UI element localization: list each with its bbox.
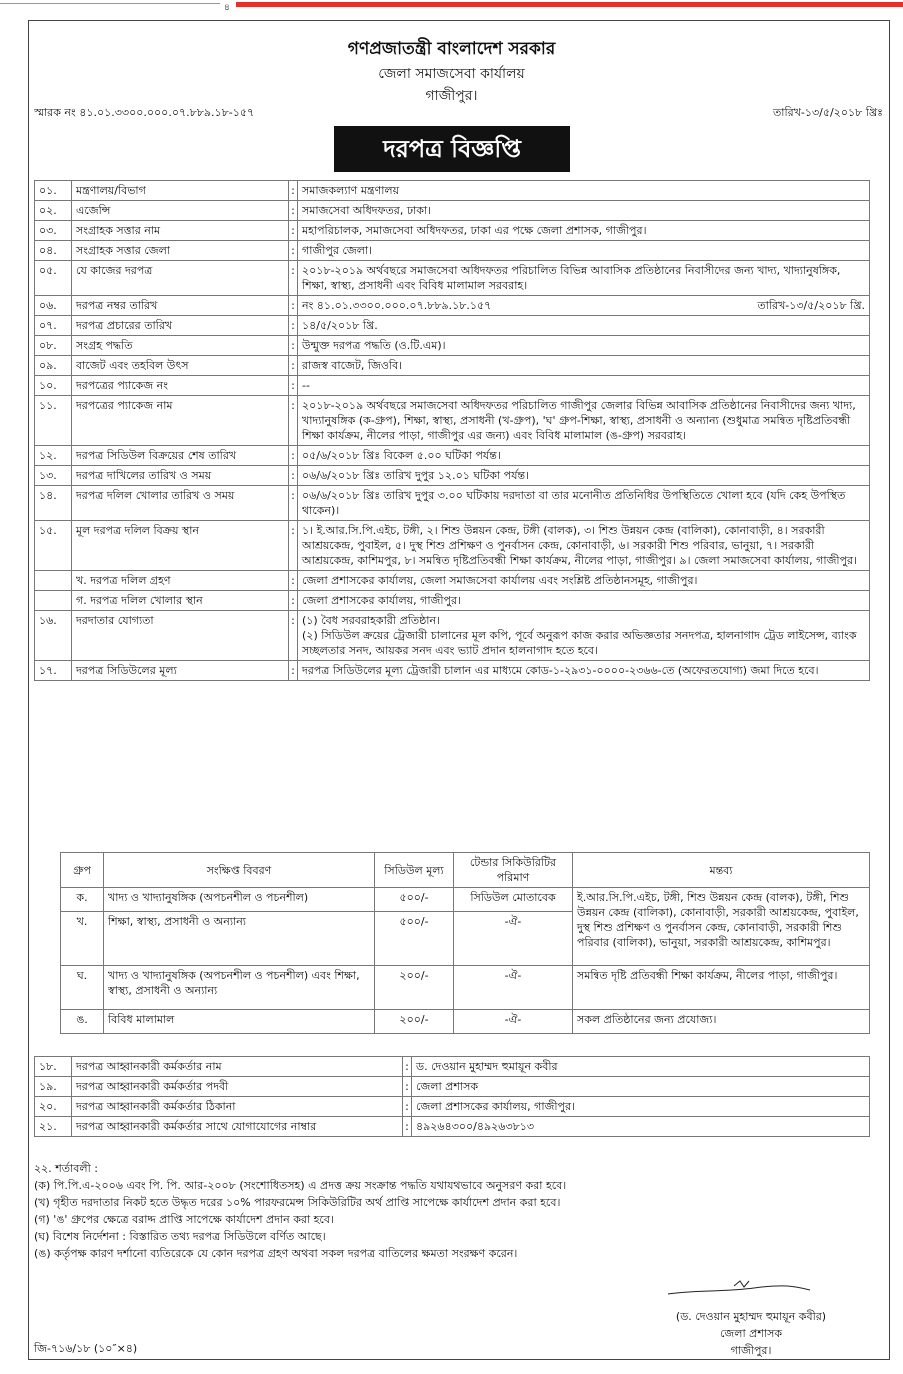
row-value-text: ০৫/৬/২০১৮ খ্রিঃ বিকেল ৫.০০ ঘটিকা পর্যন্ত। bbox=[302, 449, 501, 462]
row-label: দরপত্র প্রচারের তারিখ bbox=[72, 316, 289, 336]
row-label: এজেন্সি bbox=[72, 201, 289, 221]
group-price: ২০০/- bbox=[375, 966, 454, 1010]
table-row bbox=[35, 1117, 870, 1137]
row-value-text: ১৪/৫/২০১৮ খ্রি. bbox=[302, 319, 378, 332]
col-group: গ্রুপ bbox=[61, 853, 104, 888]
table-row bbox=[61, 966, 870, 1010]
row-label: বাজেট এবং তহবিল উৎস bbox=[72, 356, 289, 376]
group-desc: খাদ্য ও খাদ্যানুষঙ্গিক (অপচনশীল ও পচনশীল) এবং শিক্ষা, স্বাস্থ্য, প্রসাধনী ও অন্যান্য bbox=[104, 966, 375, 1010]
row-colon: : bbox=[289, 521, 298, 571]
row-label: দরপত্র আহ্বানকারী কর্মকর্তার নাম bbox=[72, 1057, 403, 1077]
term-item: (গ) 'ঙ' গ্রুপের ক্ষেত্রে বরাদ্দ প্রাপ্তি সাপেক্ষে কার্যাদেশ প্রদান করা হবে। bbox=[34, 1213, 334, 1226]
row-label: সংগ্রাহক সত্তার জেলা bbox=[72, 241, 289, 261]
row-value bbox=[298, 376, 870, 396]
table-row bbox=[35, 261, 870, 296]
row-value-text: দরপত্র সিডিউলের মূল্য ট্রেজারী চালান এর মাধ্যমে কোড-১-২৯৩১-০০০০-২৩৬৬-তে (অফেরতযোগ্য) জমা দিতে হবে। bbox=[302, 664, 819, 677]
table-row bbox=[35, 316, 870, 336]
row-colon: : bbox=[289, 396, 298, 446]
term-item: (ঘ) বিশেষ নির্দেশনা : বিস্তারিত তথ্য দরপত্র সিডিউলে বর্ণিত আছে। bbox=[34, 1230, 326, 1243]
row-colon: : bbox=[289, 241, 298, 261]
group-desc: শিক্ষা, স্বাস্থ্য, প্রসাধনী ও অন্যান্য bbox=[104, 912, 375, 966]
publication-ref: জি-৭১৬/১৮ (১০″×৪) bbox=[34, 1342, 138, 1355]
row-number: ০৩. bbox=[35, 221, 72, 241]
table-row bbox=[35, 466, 870, 486]
table-row bbox=[35, 571, 870, 591]
row-value-text: -- bbox=[302, 379, 310, 392]
row-number: ১৮. bbox=[35, 1057, 72, 1077]
row-colon: : bbox=[289, 466, 298, 486]
row-value-text: নং ৪১.০১.৩৩০০.০০০.০৭.৮৮৯.১৮.১৫৭ bbox=[302, 299, 492, 312]
row-value bbox=[298, 181, 870, 201]
term-item: (খ) গৃহীত দরদাতার নিকট হতে উদ্ধৃত দরের ১০% পারফরমেন্স সিকিউরিটির অর্থ প্রাপ্তি সাপেক্ষে কার্যাদেশ প্রদান করা হবে। bbox=[34, 1196, 561, 1209]
row-value-text: জেলা প্রশাসকের কার্যালয়, জেলা সমাজসেবা কার্যালয় এবং সংশ্লিষ্ট প্রতিষ্ঠানসমূহ, গাজীপুর। bbox=[302, 574, 698, 587]
row-value-text-2: (২) সিডিউল ক্রয়ের ট্রেজারী চালানের মূল কপি, পূর্বে অনুরূপ কাজ করার অভিজ্ঞতার সনদপত্র, হালনাগাদ ট্রেড লাইসেন্স, ব্যাংক সচ্ছলতার সনদ, আয়কর সনদ এবং ভ্যাট প্রদান হালনাগাদ হতে হবে। bbox=[302, 629, 857, 657]
row-label: দরপত্র আহ্বানকারী কর্মকর্তার সাথে যোগাযোগের নাম্বার bbox=[72, 1117, 403, 1137]
row-value bbox=[298, 241, 870, 261]
group-id: ক. bbox=[61, 888, 104, 912]
group-price: ২০০/- bbox=[375, 1010, 454, 1034]
row-colon: : bbox=[289, 486, 298, 521]
table-row bbox=[35, 221, 870, 241]
row-value-text: জেলা প্রশাসকের কার্যালয়, গাজীপুর। bbox=[302, 594, 461, 607]
row-colon: : bbox=[403, 1097, 412, 1117]
row-value-text: গাজীপুর জেলা। bbox=[302, 244, 373, 257]
row-value bbox=[298, 316, 870, 336]
row-label: মন্ত্রণালয়/বিভাগ bbox=[72, 181, 289, 201]
row-colon: : bbox=[403, 1057, 412, 1077]
row-number: ০৭. bbox=[35, 316, 72, 336]
row-colon: : bbox=[403, 1077, 412, 1097]
table-row bbox=[35, 336, 870, 356]
row-label: দরপত্রের প্যাকেজ নাম bbox=[72, 396, 289, 446]
row-value-text: ২০১৮-২০১৯ অর্থবছরে সমাজসেবা অধিদফতর পরিচালিত গাজীপুর জেলার বিভিন্ন আবাসিক প্রতিষ্ঠানের নিবাসীদের জন্য খাদ্য, খাদ্যানুষঙ্গিক (ক-গ্রুপ), শিক্ষা, স্বাস্থ্য, প্রসাধনী (খ-গ্রুপ), 'ঘ' গ্রুপ-শিক্ষা, স্বাস্থ্য, প্রসাধনী ও অন্যান্য (শুধুমাত্র সমন্বিত দৃষ্টিপ্রতিবন্ধী শিক্ষা কার্যক্রম, নীলের পাড়া, গাজীপুর এর জন্য) এবং বিবিধ মালামাল (ঙ-গ্রুপ) সরবরাহ। bbox=[302, 399, 856, 442]
district-name: গাজীপুর। bbox=[425, 88, 478, 104]
col-security: টেন্ডার সিকিউরিটির পরিমাণ bbox=[454, 853, 573, 888]
group-security: -ঐ- bbox=[454, 912, 573, 966]
table-row bbox=[35, 1077, 870, 1097]
table-row bbox=[35, 446, 870, 466]
row-colon: : bbox=[289, 356, 298, 376]
table-row bbox=[35, 396, 870, 446]
group-security: -ঐ- bbox=[454, 966, 573, 1010]
table-row bbox=[35, 181, 870, 201]
row-number: ১০. bbox=[35, 376, 72, 396]
table-row bbox=[35, 356, 870, 376]
table-row bbox=[35, 376, 870, 396]
row-number: ০৫. bbox=[35, 261, 72, 296]
page-number: ৪ bbox=[224, 3, 230, 13]
row-label: দরপত্র সিডিউল বিক্রয়ের শেষ তারিখ bbox=[72, 446, 289, 466]
row-value: জেলা প্রশাসক bbox=[412, 1077, 870, 1097]
row-label: দরদাতার যোগ্যতা bbox=[72, 611, 289, 661]
row-value-text: রাজস্ব বাজেট, জিওবি। bbox=[302, 359, 403, 372]
table-row bbox=[35, 1057, 870, 1077]
row-label: সংগ্রাহক সত্তার নাম bbox=[72, 221, 289, 241]
row-value bbox=[298, 221, 870, 241]
table-row bbox=[35, 661, 870, 681]
red-bar bbox=[236, 2, 903, 7]
row-value bbox=[298, 396, 870, 446]
group-desc: খাদ্য ও খাদ্যানুষঙ্গিক (অপচনশীল ও পচনশীল) bbox=[104, 888, 375, 912]
table-row bbox=[35, 201, 870, 221]
row-colon: : bbox=[289, 661, 298, 681]
row-colon: : bbox=[289, 591, 298, 611]
row-number: ১২. bbox=[35, 446, 72, 466]
term-item: (ক) পি.পি.এ-২০০৬ এবং পি. পি. আর-২০০৮ (সংশোধিতসহ) এ প্রদত্ত ক্রয় সংক্রান্ত পদ্ধতি যথাযথভাবে অনুসরণ করা হবে। bbox=[34, 1179, 567, 1192]
row-value-text: ২০১৮-২০১৯ অর্থবছরে সমাজসেবা অধিদফতর পরিচালিত বিভিন্ন আবাসিক প্রতিষ্ঠানের নিবাসীদের জন্য খাদ্য, খাদ্যানুষঙ্গিক, শিক্ষা, স্বাস্থ্য, প্রসাধনী এবং বিবিধ মালামাল সরবরাহ। bbox=[302, 264, 841, 292]
notice-banner: দরপত্র বিজ্ঞপ্তি bbox=[334, 126, 570, 172]
row-colon: : bbox=[289, 316, 298, 336]
row-number: ২১. bbox=[35, 1117, 72, 1137]
row-label: যে কাজের দরপত্র bbox=[72, 261, 289, 296]
group-id: খ. bbox=[61, 912, 104, 966]
table-row bbox=[61, 888, 870, 912]
row-colon: : bbox=[289, 221, 298, 241]
row-label: দরপত্র সিডিউলের মূল্য bbox=[72, 661, 289, 681]
row-number: ১৪. bbox=[35, 486, 72, 521]
top-rule bbox=[0, 3, 220, 4]
row-label: দরপত্র নম্বর তারিখ bbox=[72, 296, 289, 316]
row-value bbox=[298, 446, 870, 466]
row-colon: : bbox=[289, 446, 298, 466]
row-number: ১৭. bbox=[35, 661, 72, 681]
table-row bbox=[35, 296, 870, 316]
row-colon: : bbox=[289, 611, 298, 661]
col-desc: সংক্ষিপ্ত বিবরণ bbox=[104, 853, 375, 888]
row-value: জেলা প্রশাসকের কার্যালয়, গাজীপুর। bbox=[412, 1097, 870, 1117]
group-remark: ই.আর.সি.পি.এইচ, টঙ্গী, শিশু উন্নয়ন কেন্দ্র (বালক), টঙ্গী, শিশু উন্নয়ন কেন্দ্র (বালিকা), কোনাবাড়ী, সরকারী আশ্রয়কেন্দ্র, পুবাইল, দুস্থ শিশু প্রশিক্ষণ ও পুনর্বাসন কেন্দ্র, কোনাবাড়ী, সরকারী শিশু পরিবার (বালিকা), ভানুয়া, সরকারী আশ্রয়কেন্দ্র, কাশিমপুর। bbox=[573, 888, 870, 966]
signature-scribble bbox=[664, 1278, 814, 1300]
table-row bbox=[35, 241, 870, 261]
row-label: দরপত্রের প্যাকেজ নং bbox=[72, 376, 289, 396]
row-value bbox=[298, 661, 870, 681]
row-value-text: ০৬/৬/২০১৮ খ্রিঃ তারিখ দুপুর ৩.০০ ঘটিকায় দরদাতা বা তার মনোনীত প্রতিনিধির উপস্থিতিতে খোলা হবে (যদি কেহ উপস্থিত থাকেন)। bbox=[302, 489, 846, 517]
row-label: দরপত্র দাখিলের তারিখ ও সময় bbox=[72, 466, 289, 486]
group-security: সিডিউল মোতাবেক bbox=[454, 888, 573, 912]
group-id: ঘ. bbox=[61, 966, 104, 1010]
row-colon: : bbox=[289, 376, 298, 396]
row-number bbox=[35, 571, 72, 591]
row-number: ১৬. bbox=[35, 611, 72, 661]
group-table bbox=[60, 852, 870, 1034]
row-value-text: ১। ই.আর.সি.পি.এইচ, টঙ্গী, ২। শিশু উন্নয়ন কেন্দ্র, টঙ্গী (বালক), ৩। শিশু উন্নয়ন কেন্দ্র (বালিকা), কোনাবাড়ী, ৪। সরকারী আশ্রয়কেন্দ্র, পুবাইল, ৫। দুস্থ শিশু প্রশিক্ষণ ও পুনর্বাসন কেন্দ্র, কোনাবাড়ী, ৬। সরকারী শিশু পরিবার, ভানুয়া, ৭। সরকারী আশ্রয়কেন্দ্র, কাশিমপুর, ৮। সমন্বিত দৃষ্টিপ্রতিবন্ধী শিক্ষা কার্যক্রম, নীলের পাড়া, গাজীপুর। ৯। জেলা সমাজসেবা কার্যালয়, গাজীপুর। bbox=[302, 524, 858, 567]
row-value-text: মহাপরিচালক, সমাজসেবা অধিদফতর, ঢাকা এর পক্ষে জেলা প্রশাসক, গাজীপুর। bbox=[302, 224, 647, 237]
memo-date: তারিখ-১৩/৫/২০১৮ খ্রিঃ bbox=[773, 106, 883, 119]
row-value-text: সমাজসেবা অধিদফতর, ঢাকা। bbox=[302, 204, 432, 217]
group-price: ৫০০/- bbox=[375, 888, 454, 912]
row-number: ০৯. bbox=[35, 356, 72, 376]
signer-title: জেলা প্রশাসক bbox=[719, 1327, 783, 1340]
row-number: ০৬. bbox=[35, 296, 72, 316]
row-colon: : bbox=[289, 181, 298, 201]
row-value bbox=[298, 296, 870, 316]
row-colon: : bbox=[403, 1117, 412, 1137]
row-value bbox=[298, 261, 870, 296]
group-desc: বিবিধ মালামাল bbox=[104, 1010, 375, 1034]
row-number: ০৮. bbox=[35, 336, 72, 356]
table-row bbox=[35, 521, 870, 571]
table-row bbox=[35, 1097, 870, 1117]
row-value bbox=[298, 336, 870, 356]
group-remark: সমন্বিত দৃষ্টি প্রতিবন্ধী শিক্ষা কার্যক্রম, নীলের পাড়া, গাজীপুর। bbox=[573, 966, 870, 1010]
signer-place: গাজীপুর। bbox=[730, 1344, 772, 1357]
row-value: ৪৯২৬৪৩০০/৪৯২৬৩৮১৩ bbox=[412, 1117, 870, 1137]
term-item: (ঙ) কর্তৃপক্ষ কারণ দর্শানো ব্যতিরেকে যে কোন দরপত্র গ্রহণ অথবা সকল দরপত্র বাতিলের ক্ষমতা সংরক্ষণ করেন। bbox=[34, 1247, 518, 1260]
col-price: সিডিউল মূল্য bbox=[375, 853, 454, 888]
row-number: ২০. bbox=[35, 1097, 72, 1117]
row-number: ১৯. bbox=[35, 1077, 72, 1097]
row-number: ১১. bbox=[35, 396, 72, 446]
row-label: দরপত্র দলিল খোলার তারিখ ও সময় bbox=[72, 486, 289, 521]
row-value bbox=[298, 611, 870, 661]
terms-section bbox=[34, 1160, 864, 1262]
row-value bbox=[298, 486, 870, 521]
signature-block bbox=[636, 1308, 866, 1359]
row-colon: : bbox=[289, 201, 298, 221]
row-number: ১৩. bbox=[35, 466, 72, 486]
row-label: মূল দরপত্র দলিল বিক্রয় স্থান bbox=[72, 521, 289, 571]
top-strip bbox=[0, 0, 903, 14]
row-value-text: ০৬/৬/২০১৮ খ্রিঃ তারিখ দুপুর ১২.০১ ঘটিকা পর্যন্ত। bbox=[302, 469, 530, 482]
row-number: ০৪. bbox=[35, 241, 72, 261]
row-value-text: (১) বৈধ সরবরাহকারী প্রতিষ্ঠান। bbox=[302, 614, 440, 627]
table-row bbox=[35, 591, 870, 611]
row-value bbox=[298, 201, 870, 221]
row-colon: : bbox=[289, 336, 298, 356]
row-number bbox=[35, 591, 72, 611]
row-value-text: সমাজকল্যাণ মন্ত্রণালয় bbox=[302, 184, 400, 197]
row-label: সংগ্রহ পদ্ধতি bbox=[72, 336, 289, 356]
row-number: ১৫. bbox=[35, 521, 72, 571]
tender-details-table bbox=[34, 180, 870, 681]
group-price: ৫০০/- bbox=[375, 912, 454, 966]
row-colon: : bbox=[289, 261, 298, 296]
group-header-row bbox=[61, 853, 870, 888]
group-remark: সকল প্রতিষ্ঠানের জন্য প্রযোজ্য। bbox=[573, 1010, 870, 1034]
group-id: ঙ. bbox=[61, 1010, 104, 1034]
col-remark: মন্তব্য bbox=[573, 853, 870, 888]
row-label: দরপত্র আহ্বানকারী কর্মকর্তার পদবী bbox=[72, 1077, 403, 1097]
row-value-date: তারিখ-১৩/৫/২০১৮ খ্রি. bbox=[757, 299, 865, 312]
row-label: গ. দরপত্র দলিল খোলার স্থান bbox=[72, 591, 289, 611]
row-label: দরপত্র আহ্বানকারী কর্মকর্তার ঠিকানা bbox=[72, 1097, 403, 1117]
row-colon: : bbox=[289, 571, 298, 591]
row-number: ০১. bbox=[35, 181, 72, 201]
row-value-text: উন্মুক্ত দরপত্র পদ্ধতি (ও.টি.এম)। bbox=[302, 339, 446, 352]
row-colon: : bbox=[289, 296, 298, 316]
row-value: ড. দেওয়ান মুহাম্মদ হুমায়ূন কবীর bbox=[412, 1057, 870, 1077]
row-label: খ. দরপত্র দলিল গ্রহণ bbox=[72, 571, 289, 591]
row-value bbox=[298, 466, 870, 486]
office-name: জেলা সমাজসেবা কার্যালয় bbox=[378, 66, 525, 82]
terms-title: ২২. শর্তাবলী : bbox=[34, 1162, 98, 1175]
row-value bbox=[298, 591, 870, 611]
row-value bbox=[298, 521, 870, 571]
officer-table bbox=[34, 1056, 870, 1137]
row-value bbox=[298, 356, 870, 376]
signer-name: (ড. দেওয়ান মুহাম্মদ হুমায়ূন কবীর) bbox=[675, 1310, 827, 1323]
table-row bbox=[35, 486, 870, 521]
row-number: ০২. bbox=[35, 201, 72, 221]
group-security: -ঐ- bbox=[454, 1010, 573, 1034]
gov-title: গণপ্রজাতন্ত্রী বাংলাদেশ সরকার bbox=[347, 39, 556, 59]
memo-number: স্মারক নং ৪১.০১.৩৩০০.০০০.০৭.৮৮৯.১৮-১৫৭ bbox=[34, 106, 255, 119]
table-row bbox=[35, 611, 870, 661]
table-row bbox=[61, 1010, 870, 1034]
row-value bbox=[298, 571, 870, 591]
